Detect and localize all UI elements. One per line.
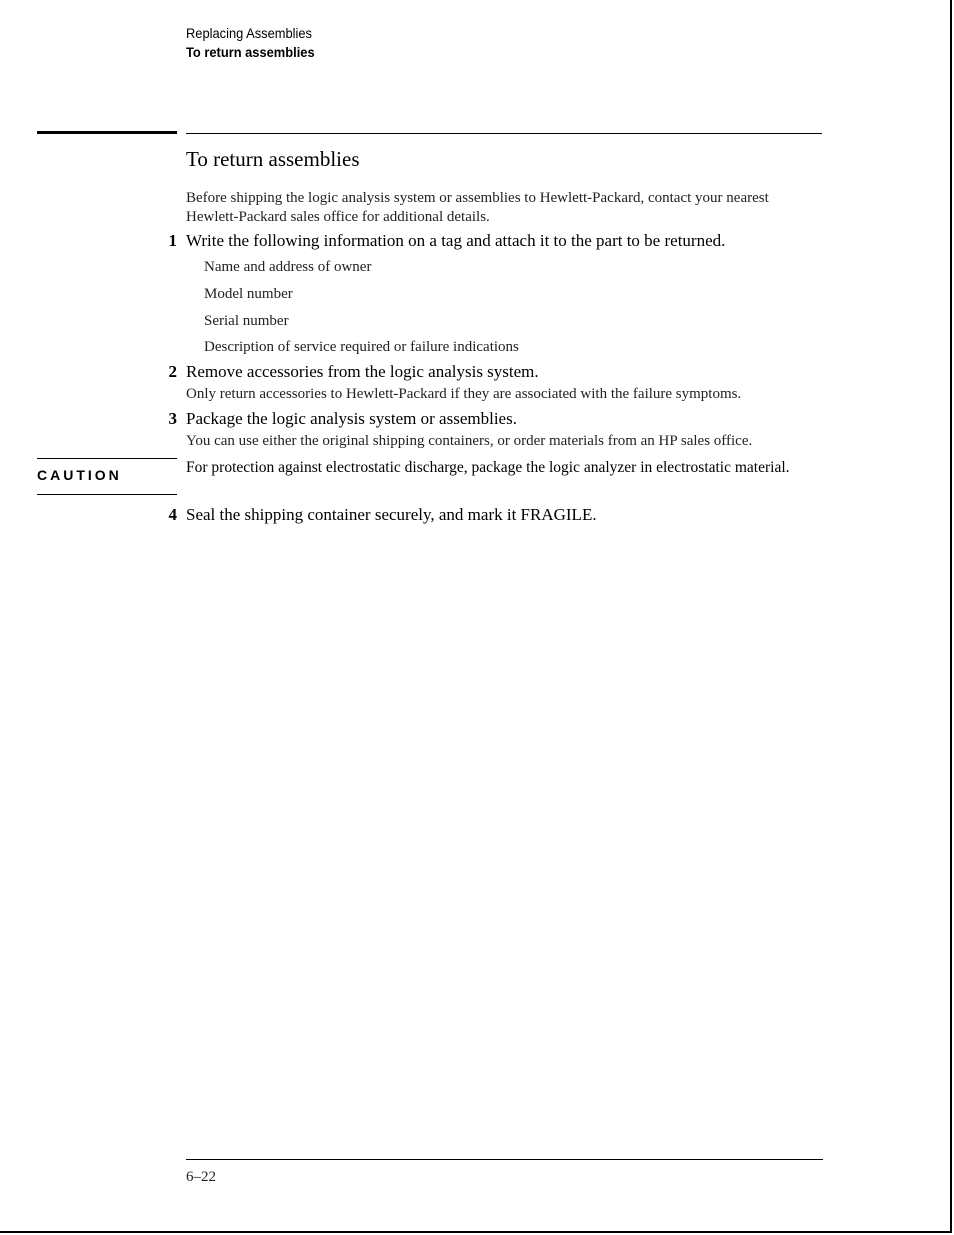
caution-text: For protection against electrostatic discharge, package the logic analyzer in electrostatic material. (186, 459, 790, 476)
step-note: You can use either the original shipping containers, or order materials from an HP sales office. (186, 433, 753, 449)
caution-label: CAUTION (37, 467, 122, 483)
page-title: To return assemblies (186, 147, 360, 171)
list-item: Description of service required or failure indications (204, 339, 519, 355)
step-1 (160, 230, 820, 251)
step-4 (160, 504, 820, 525)
step-text: Package the logic analysis system or assemblies. (186, 409, 517, 428)
section-rule-thin (186, 133, 822, 134)
caution-rule-top (37, 458, 177, 459)
step-text: Seal the shipping container securely, and mark it FRAGILE. (186, 505, 597, 524)
step-text: Write the following information on a tag and attach it to the part to be returned. (186, 231, 726, 250)
step-2 (160, 361, 820, 382)
step-number: 4 (168, 505, 177, 524)
running-head (186, 24, 315, 62)
running-head-section: To return assemblies (186, 44, 315, 60)
list-item: Serial number (204, 313, 289, 329)
list-item: Name and address of owner (204, 259, 372, 275)
step-number: 3 (168, 409, 177, 428)
step-note: Only return accessories to Hewlett-Packard if they are associated with the failure symptoms. (186, 386, 742, 402)
step-number: 1 (168, 231, 177, 250)
step-text: Remove accessories from the logic analysis system. (186, 362, 539, 381)
list-item: Model number (204, 286, 293, 302)
page-number: 6–22 (186, 1169, 216, 1185)
step-3 (160, 408, 820, 429)
section-rule-thick (37, 131, 177, 134)
footer-rule (186, 1159, 823, 1160)
caution-rule-bottom (37, 494, 177, 495)
step-number: 2 (168, 362, 177, 381)
running-head-chapter: Replacing Assemblies (186, 25, 313, 41)
intro-paragraph: Before shipping the logic analysis system or assemblies to Hewlett-Packard, contact your nearest Hewlett-Packard sales office for additional details. (186, 190, 769, 225)
